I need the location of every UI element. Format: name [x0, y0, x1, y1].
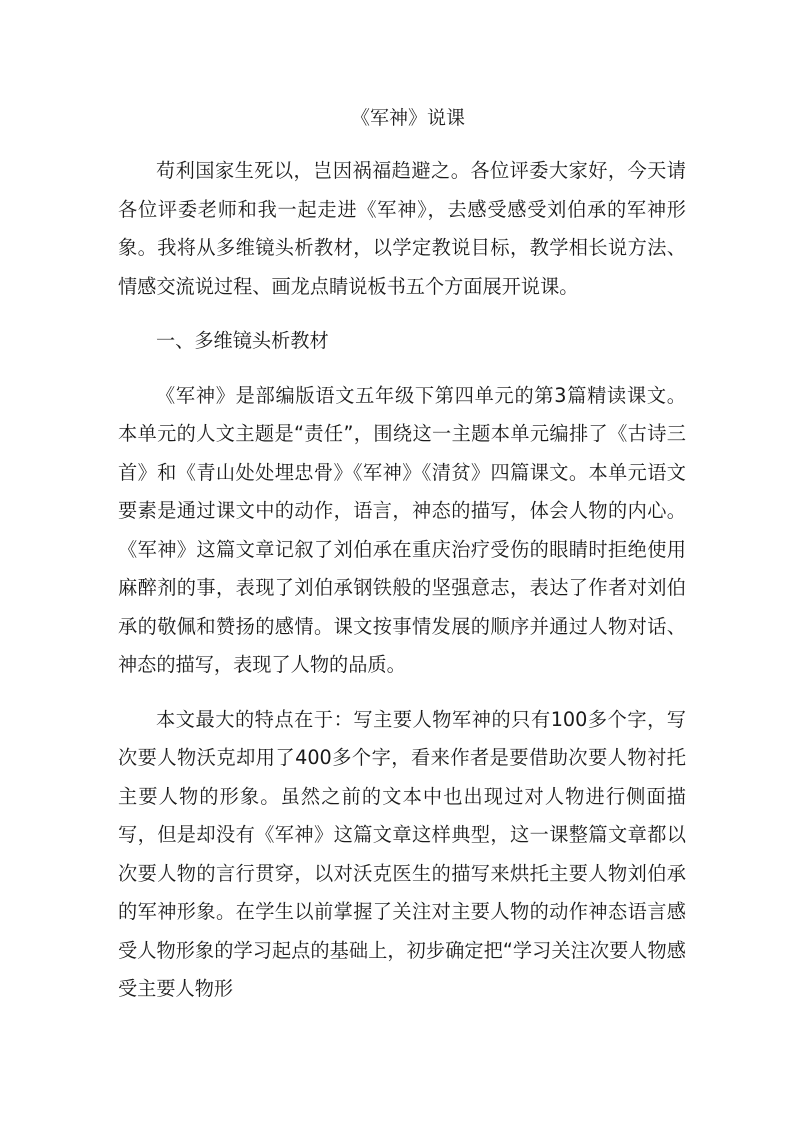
page-title: 《军神》说课: [350, 107, 465, 129]
body-paragraph-1: 《军神》是部编版语文五年级下第四单元的第3篇精读课文。本单元的人文主题是“责任”，围绕这一主题本单元编排了《古诗三首》和《青山处处埋忠骨》《军神》《清贫》四篇课文。本单元语文要素是通过课文中的动作，语言，神态的描写，体会人物的内心。《军神》这篇文章记叙了刘伯承在重庆治疗受伤的眼睛时拒绝使用麻醉剂的事，表现了刘伯承钢铁般的坚强意志，表达了作者对刘伯承的敬佩和赞扬的感情。课文按事情发展的顺序并通过人物对话、神态的描写，表现了人物的品质。: [118, 383, 686, 676]
body-paragraph-2: 本文最大的特点在于：写主要人物军神的只有100多个字，写次要人物沃克却用了400多个字，看来作者是要借助次要人物衬托主要人物的形象。虽然之前的文本中也出现过对人物进行侧面描写，但是却没有《军神》这篇文章这样典型，这一课整篇文章都以次要人物的言行贯穿，以对沃克医生的描写来烘托主要人物刘伯承的军神形象。在学生以前掌握了关注对主要人物的动作神态语言感受人物形象的学习起点的基础上，初步确定把“学习关注次要人物感受主要人物形: [118, 707, 686, 1000]
section-heading: 一、多维镜头析教材: [156, 329, 329, 352]
intro-paragraph: 苟利国家生死以，岂因祸福趋避之。各位评委大家好，今天请各位评委老师和我一起走进《军神》，去感受感受刘伯承的军神形象。我将从多维镜头析教材，以学定教说目标，教学相长说方法、情感交流说过程、画龙点睛说板书五个方面展开说课。: [118, 159, 686, 298]
